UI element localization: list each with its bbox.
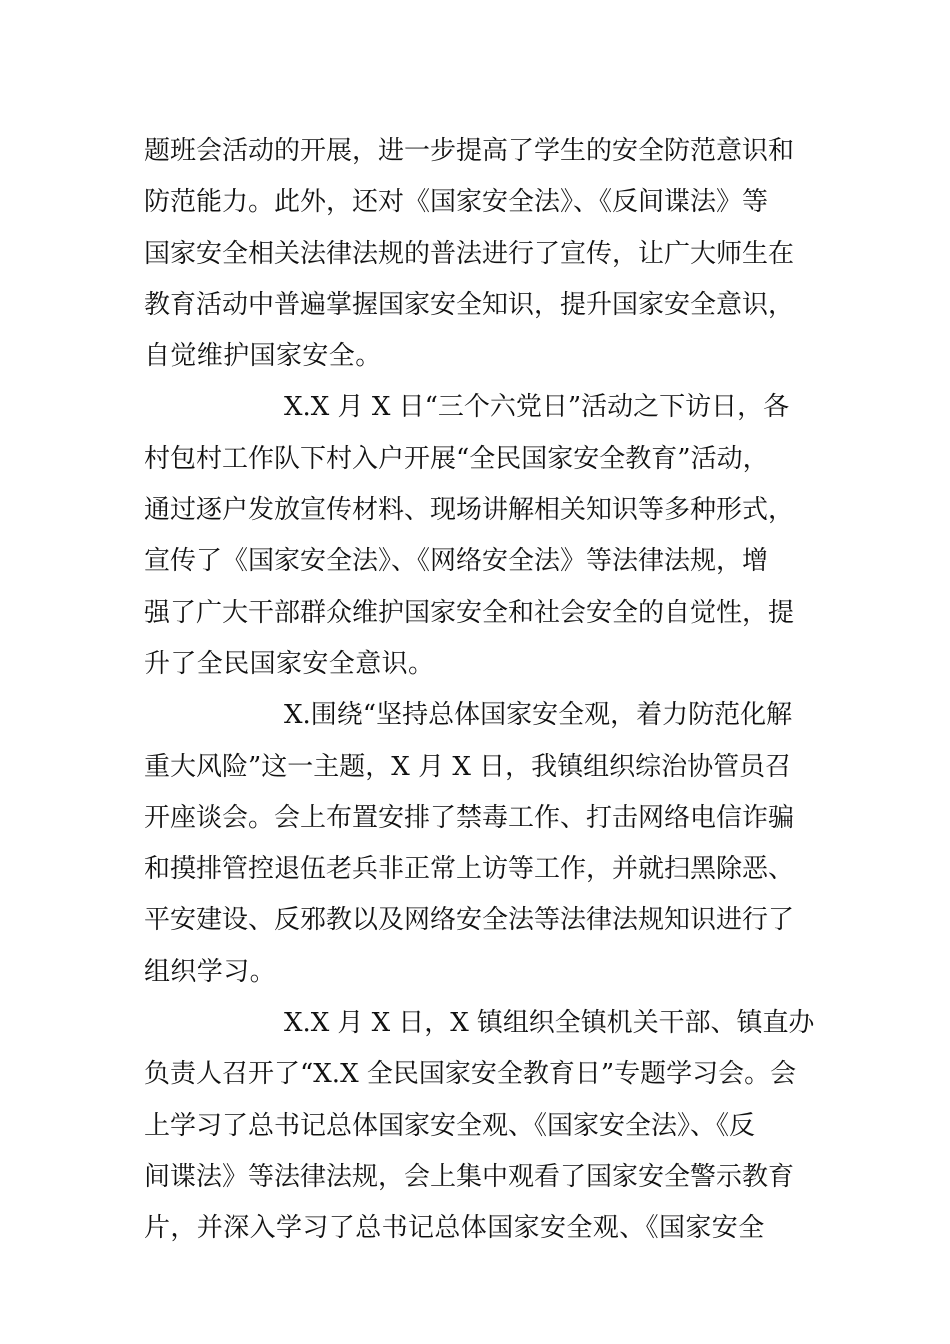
text-line-indented: X.X 月 X 日，X 镇组织全镇机关干部、镇直办 [284,1008,815,1039]
paragraph-1 [144,126,814,382]
text-line: 村包村工作队下村入户开展“全民国家安全教育”活动， [144,443,769,474]
text-line: 和摸排管控退伍老兵非正常上访等工作，并就扫黑除恶、 [144,854,795,885]
text-line: 自觉维护国家安全。 [144,341,382,372]
text-line: 间谍法》等法律法规，会上集中观看了国家安全警示教育 [144,1161,795,1192]
text-line-indented: X.X 月 X 日“三个六党日”活动之下访日，各 [284,392,790,423]
text-line: 防范能力。此外，还对《国家安全法》、《反间谍法》等 [144,187,769,218]
text-line: 强了广大干部群众维护国家安全和社会安全的自觉性，提 [144,597,795,628]
document-body [144,126,814,1255]
text-line: 组织学习。 [144,956,277,987]
paragraph-2 [144,382,814,690]
text-line: 教育活动中普遍掌握国家安全知识，提升国家安全意识， [144,289,795,320]
text-line: 国家安全相关法律法规的普法进行了宣传，让广大师生在 [144,238,795,269]
text-line: 宣传了《国家安全法》、《网络安全法》等法律法规，增 [144,546,769,577]
text-line: 通过逐户发放宣传材料、现场讲解相关知识等多种形式， [144,495,795,526]
text-line: 平安建设、反邪教以及网络安全法等法律法规知识进行了 [144,905,795,936]
text-line: 片，并深入学习了总书记总体国家安全观、《国家安全 [144,1213,765,1244]
text-line: 重大风险”这一主题，X 月 X 日，我镇组织综治协管员召 [144,751,792,782]
text-line-indented: X.围绕“坚持总体国家安全观，着力防范化解 [284,700,793,731]
text-line: 开座谈会。会上布置安排了禁毒工作、打击网络电信诈骗 [144,802,795,833]
text-line: 升了全民国家安全意识。 [144,648,435,679]
text-line: 题班会活动的开展，进一步提高了学生的安全防范意识和 [144,136,795,166]
text-line: 上学习了总书记总体国家安全观、《国家安全法》、《反 [144,1110,756,1141]
paragraph-3 [144,690,814,998]
text-line: 负责人召开了“X.X 全民国家安全教育日”专题学习会。会 [144,1059,797,1090]
paragraph-4 [144,998,814,1254]
